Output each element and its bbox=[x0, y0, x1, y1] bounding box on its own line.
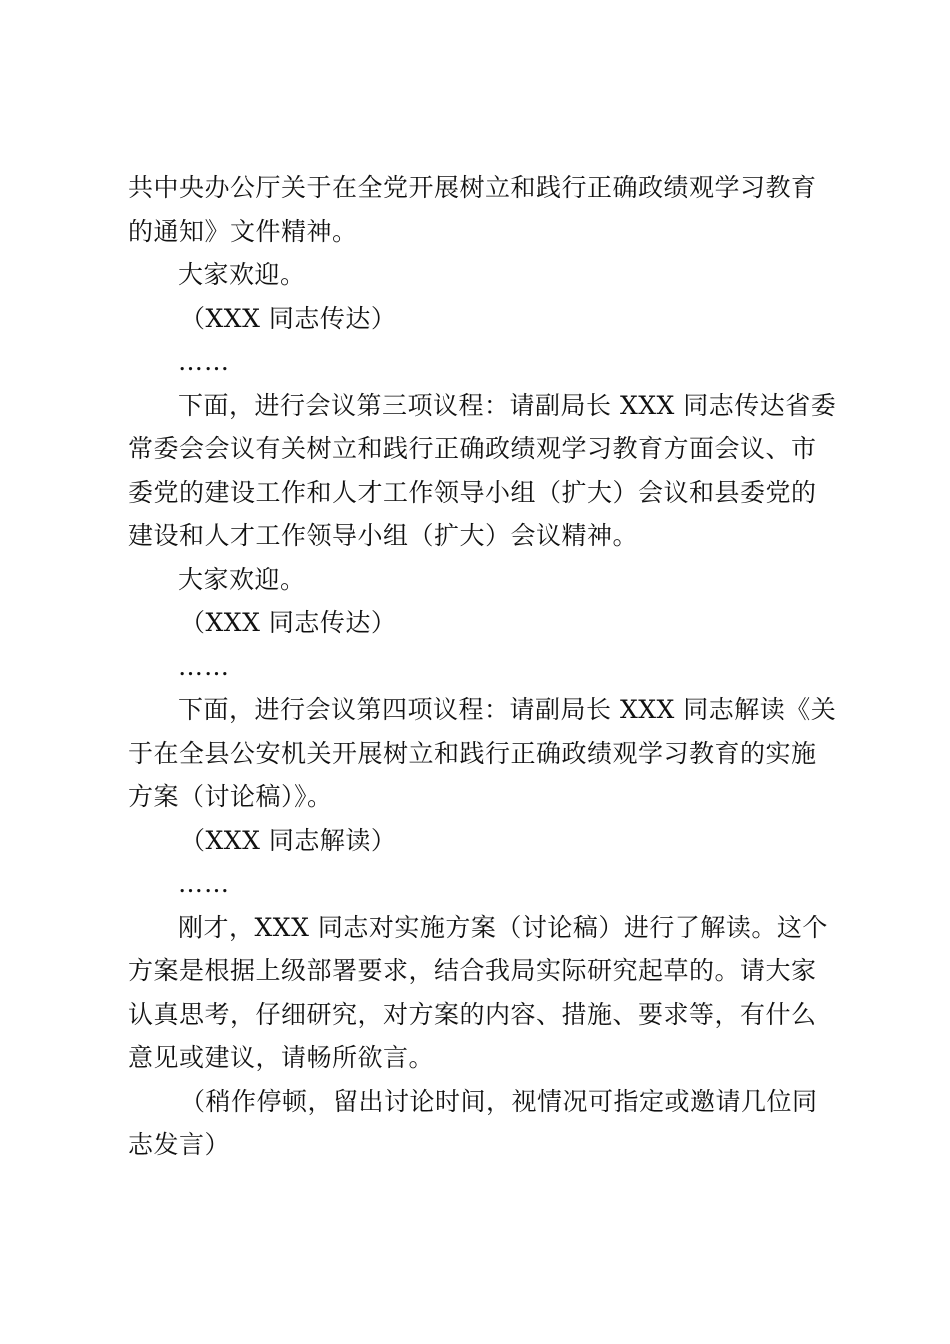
text-line: 大家欢迎。 bbox=[178, 564, 306, 594]
text-line: 下面，进行会议第四项议程：请副局长 XXX 同志解读《关 bbox=[178, 695, 837, 724]
text-line: （XXX 同志解读） bbox=[180, 825, 397, 855]
ellipsis bbox=[128, 862, 828, 906]
text-line: …… bbox=[178, 651, 230, 681]
paragraph-discussion bbox=[128, 906, 828, 1080]
paragraph-agenda-4 bbox=[128, 688, 837, 819]
paragraph-agenda-3 bbox=[128, 384, 837, 558]
text-line: （XXX 同志传达） bbox=[180, 303, 397, 333]
text-line: 意见或建议，请畅所欲言。 bbox=[128, 1043, 435, 1072]
text-line: 刚才，XXX 同志对实施方案（讨论稿）进行了解读。这个 bbox=[178, 912, 828, 942]
paragraph-welcome bbox=[128, 558, 828, 602]
text-line: …… bbox=[178, 869, 230, 898]
stage-note bbox=[128, 297, 828, 341]
text-line: 下面，进行会议第三项议程：请副局长 XXX 同志传达省委 bbox=[178, 390, 837, 420]
text-line: 常委会会议有关树立和践行正确政绩观学习教育方面会议、市 bbox=[128, 434, 817, 463]
text-line: （XXX 同志传达） bbox=[180, 608, 397, 637]
text-line: 委党的建设工作和人才工作领导小组（扩大）会议和县委党的 bbox=[128, 477, 817, 507]
text-line: 方案是根据上级部署要求，结合我局实际研究起草的。请大家 bbox=[128, 956, 817, 985]
text-line: …… bbox=[178, 347, 230, 376]
text-line: 志发言） bbox=[128, 1130, 231, 1159]
text-line: 认真思考，仔细研究，对方案的内容、措施、要求等，有什么 bbox=[128, 999, 817, 1029]
text-line: 共中央办公厅关于在全党开展树立和践行正确政绩观学习教育 bbox=[128, 173, 817, 202]
ellipsis bbox=[128, 340, 828, 384]
stage-note bbox=[128, 601, 828, 645]
text-line: 大家欢迎。 bbox=[178, 260, 306, 289]
paragraph-welcome bbox=[128, 253, 828, 297]
text-line: 方案（讨论稿）》。 bbox=[128, 782, 333, 811]
stage-note bbox=[128, 819, 828, 863]
paragraph-continuation bbox=[128, 166, 828, 253]
text-line: 建设和人才工作领导小组（扩大）会议精神。 bbox=[128, 521, 639, 550]
document-body bbox=[128, 166, 837, 1167]
stage-note-pause bbox=[128, 1080, 828, 1167]
ellipsis bbox=[128, 645, 828, 689]
text-line: （稍作停顿，留出讨论时间，视情况可指定或邀请几位同 bbox=[180, 1086, 818, 1116]
text-line: 于在全县公安机关开展树立和践行正确政绩观学习教育的实施 bbox=[128, 738, 817, 768]
text-line: 的通知》文件精神。 bbox=[128, 216, 358, 246]
